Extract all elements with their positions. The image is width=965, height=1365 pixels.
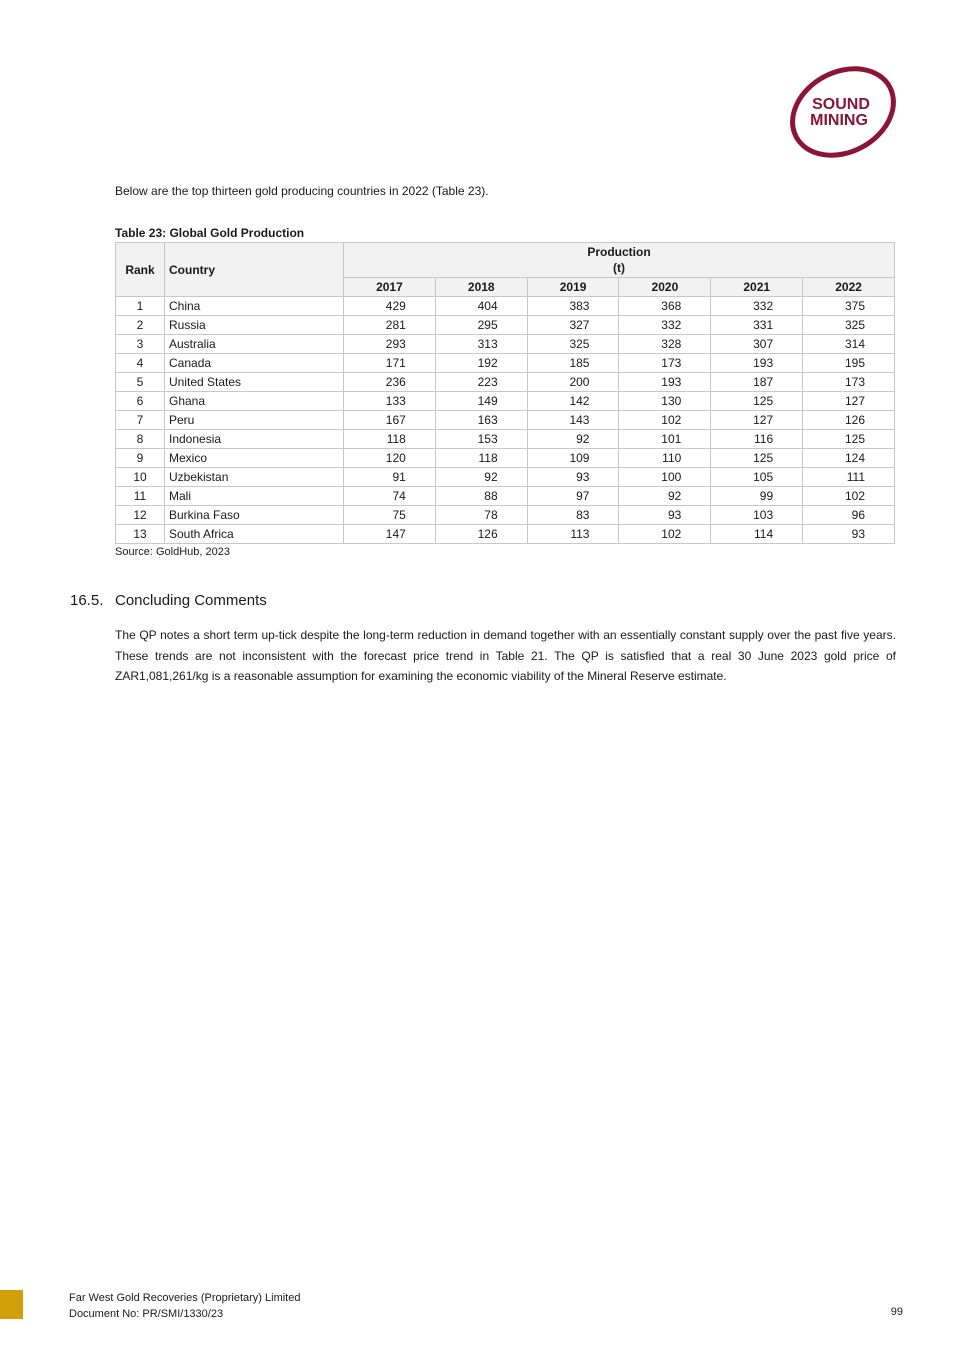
cell-production-value: 195 (803, 354, 895, 373)
header-rank: Rank (116, 243, 165, 297)
cell-country: Mexico (165, 449, 344, 468)
cell-production-value: 173 (619, 354, 711, 373)
cell-production-value: 96 (803, 506, 895, 525)
cell-production-value: 102 (803, 487, 895, 506)
cell-production-value: 313 (435, 335, 527, 354)
cell-country: Australia (165, 335, 344, 354)
cell-production-value: 124 (803, 449, 895, 468)
cell-production-value: 383 (527, 297, 619, 316)
header-production (344, 243, 895, 278)
cell-production-value: 236 (344, 373, 436, 392)
cell-production-value: 295 (435, 316, 527, 335)
cell-production-value: 109 (527, 449, 619, 468)
cell-rank: 8 (116, 430, 165, 449)
cell-country: Uzbekistan (165, 468, 344, 487)
cell-production-value: 142 (527, 392, 619, 411)
cell-production-value: 103 (711, 506, 803, 525)
header-year: 2022 (803, 278, 895, 297)
cell-production-value: 125 (711, 392, 803, 411)
cell-production-value: 173 (803, 373, 895, 392)
cell-production-value: 116 (711, 430, 803, 449)
cell-production-value: 75 (344, 506, 436, 525)
cell-production-value: 125 (803, 430, 895, 449)
intro-text: Below are the top thirteen gold producing countries in 2022 (Table 23). (115, 184, 489, 198)
cell-production-value: 143 (527, 411, 619, 430)
cell-production-value: 192 (435, 354, 527, 373)
cell-country: China (165, 297, 344, 316)
cell-production-value: 110 (619, 449, 711, 468)
cell-rank: 6 (116, 392, 165, 411)
cell-production-value: 332 (711, 297, 803, 316)
cell-production-value: 93 (619, 506, 711, 525)
cell-production-value: 127 (711, 411, 803, 430)
cell-production-value: 125 (711, 449, 803, 468)
cell-production-value: 200 (527, 373, 619, 392)
cell-rank: 7 (116, 411, 165, 430)
cell-production-value: 126 (435, 525, 527, 544)
cell-production-value: 133 (344, 392, 436, 411)
cell-production-value: 83 (527, 506, 619, 525)
cell-production-value: 163 (435, 411, 527, 430)
cell-production-value: 102 (619, 525, 711, 544)
cell-country: Peru (165, 411, 344, 430)
table-row (116, 354, 895, 373)
header-year: 2017 (344, 278, 436, 297)
cell-production-value: 149 (435, 392, 527, 411)
cell-production-value: 368 (619, 297, 711, 316)
cell-production-value: 153 (435, 430, 527, 449)
cell-rank: 11 (116, 487, 165, 506)
cell-production-value: 331 (711, 316, 803, 335)
table-row (116, 392, 895, 411)
cell-country: Burkina Faso (165, 506, 344, 525)
cell-rank: 13 (116, 525, 165, 544)
cell-production-value: 307 (711, 335, 803, 354)
cell-production-value: 171 (344, 354, 436, 373)
cell-production-value: 327 (527, 316, 619, 335)
cell-country: Indonesia (165, 430, 344, 449)
cell-production-value: 113 (527, 525, 619, 544)
table-row (116, 373, 895, 392)
header-production-unit: (t) (613, 261, 625, 275)
cell-production-value: 88 (435, 487, 527, 506)
table-row (116, 506, 895, 525)
footer-text (69, 1290, 300, 1322)
header-country: Country (165, 243, 344, 297)
table-row (116, 297, 895, 316)
cell-production-value: 120 (344, 449, 436, 468)
cell-production-value: 223 (435, 373, 527, 392)
section-title: Concluding Comments (115, 592, 267, 609)
table-row (116, 316, 895, 335)
cell-production-value: 100 (619, 468, 711, 487)
cell-production-value: 375 (803, 297, 895, 316)
table-row (116, 468, 895, 487)
cell-production-value: 187 (711, 373, 803, 392)
logo-text-sound: SOUND (812, 96, 870, 113)
cell-country: Ghana (165, 392, 344, 411)
header-year: 2021 (711, 278, 803, 297)
cell-country: United States (165, 373, 344, 392)
cell-production-value: 118 (344, 430, 436, 449)
cell-rank: 3 (116, 335, 165, 354)
cell-rank: 9 (116, 449, 165, 468)
table-row (116, 430, 895, 449)
cell-rank: 2 (116, 316, 165, 335)
footer-accent-bar (0, 1290, 23, 1319)
cell-production-value: 105 (711, 468, 803, 487)
footer-company: Far West Gold Recoveries (Proprietary) Limited (69, 1292, 301, 1304)
cell-production-value: 193 (711, 354, 803, 373)
cell-production-value: 193 (619, 373, 711, 392)
cell-rank: 12 (116, 506, 165, 525)
cell-production-value: 114 (711, 525, 803, 544)
cell-rank: 10 (116, 468, 165, 487)
cell-production-value: 93 (527, 468, 619, 487)
cell-production-value: 99 (711, 487, 803, 506)
cell-production-value: 281 (344, 316, 436, 335)
table-row (116, 525, 895, 544)
cell-production-value: 74 (344, 487, 436, 506)
sound-mining-logo (786, 66, 900, 158)
cell-country: Mali (165, 487, 344, 506)
cell-production-value: 328 (619, 335, 711, 354)
cell-country: Russia (165, 316, 344, 335)
table-caption: Table 23: Global Gold Production (115, 226, 305, 240)
cell-production-value: 167 (344, 411, 436, 430)
cell-rank: 4 (116, 354, 165, 373)
table-row (116, 449, 895, 468)
cell-production-value: 127 (803, 392, 895, 411)
cell-production-value: 332 (619, 316, 711, 335)
page-number: 99 (890, 1306, 903, 1318)
section-heading (70, 592, 267, 609)
header-year: 2020 (619, 278, 711, 297)
cell-country: Canada (165, 354, 344, 373)
cell-production-value: 97 (527, 487, 619, 506)
gold-production-table (115, 242, 895, 544)
cell-production-value: 111 (803, 468, 895, 487)
section-number: 16.5. (70, 592, 104, 609)
logo-text-mining: MINING (810, 112, 868, 129)
cell-production-value: 78 (435, 506, 527, 525)
table-source: Source: GoldHub, 2023 (115, 546, 230, 558)
cell-production-value: 314 (803, 335, 895, 354)
cell-production-value: 325 (527, 335, 619, 354)
header-year: 2019 (527, 278, 619, 297)
cell-production-value: 130 (619, 392, 711, 411)
cell-production-value: 147 (344, 525, 436, 544)
table-row (116, 487, 895, 506)
cell-production-value: 118 (435, 449, 527, 468)
footer-document-no: Document No: PR/SMI/1330/23 (69, 1308, 224, 1320)
cell-production-value: 126 (803, 411, 895, 430)
section-paragraph: The QP notes a short term up-tick despite the long-term reduction in demand together with an essentially constant supply over the past five years. These trends are not inconsistent with the forecast price trend in Table 21. The QP is satisfied that a real 30 June 2023 gold price of ZAR1,081,261/kg is a reasonable assumption for examining the economic viability of the Mineral Reserve estimate. (115, 628, 896, 683)
cell-country: South Africa (165, 525, 344, 544)
table-row (116, 335, 895, 354)
cell-rank: 1 (116, 297, 165, 316)
cell-production-value: 325 (803, 316, 895, 335)
cell-production-value: 93 (803, 525, 895, 544)
cell-production-value: 185 (527, 354, 619, 373)
cell-production-value: 92 (619, 487, 711, 506)
header-production-label: Production (587, 245, 651, 259)
cell-rank: 5 (116, 373, 165, 392)
cell-production-value: 92 (435, 468, 527, 487)
cell-production-value: 92 (527, 430, 619, 449)
cell-production-value: 91 (344, 468, 436, 487)
cell-production-value: 429 (344, 297, 436, 316)
cell-production-value: 101 (619, 430, 711, 449)
table-row (116, 411, 895, 430)
header-year: 2018 (435, 278, 527, 297)
cell-production-value: 102 (619, 411, 711, 430)
cell-production-value: 293 (344, 335, 436, 354)
cell-production-value: 404 (435, 297, 527, 316)
